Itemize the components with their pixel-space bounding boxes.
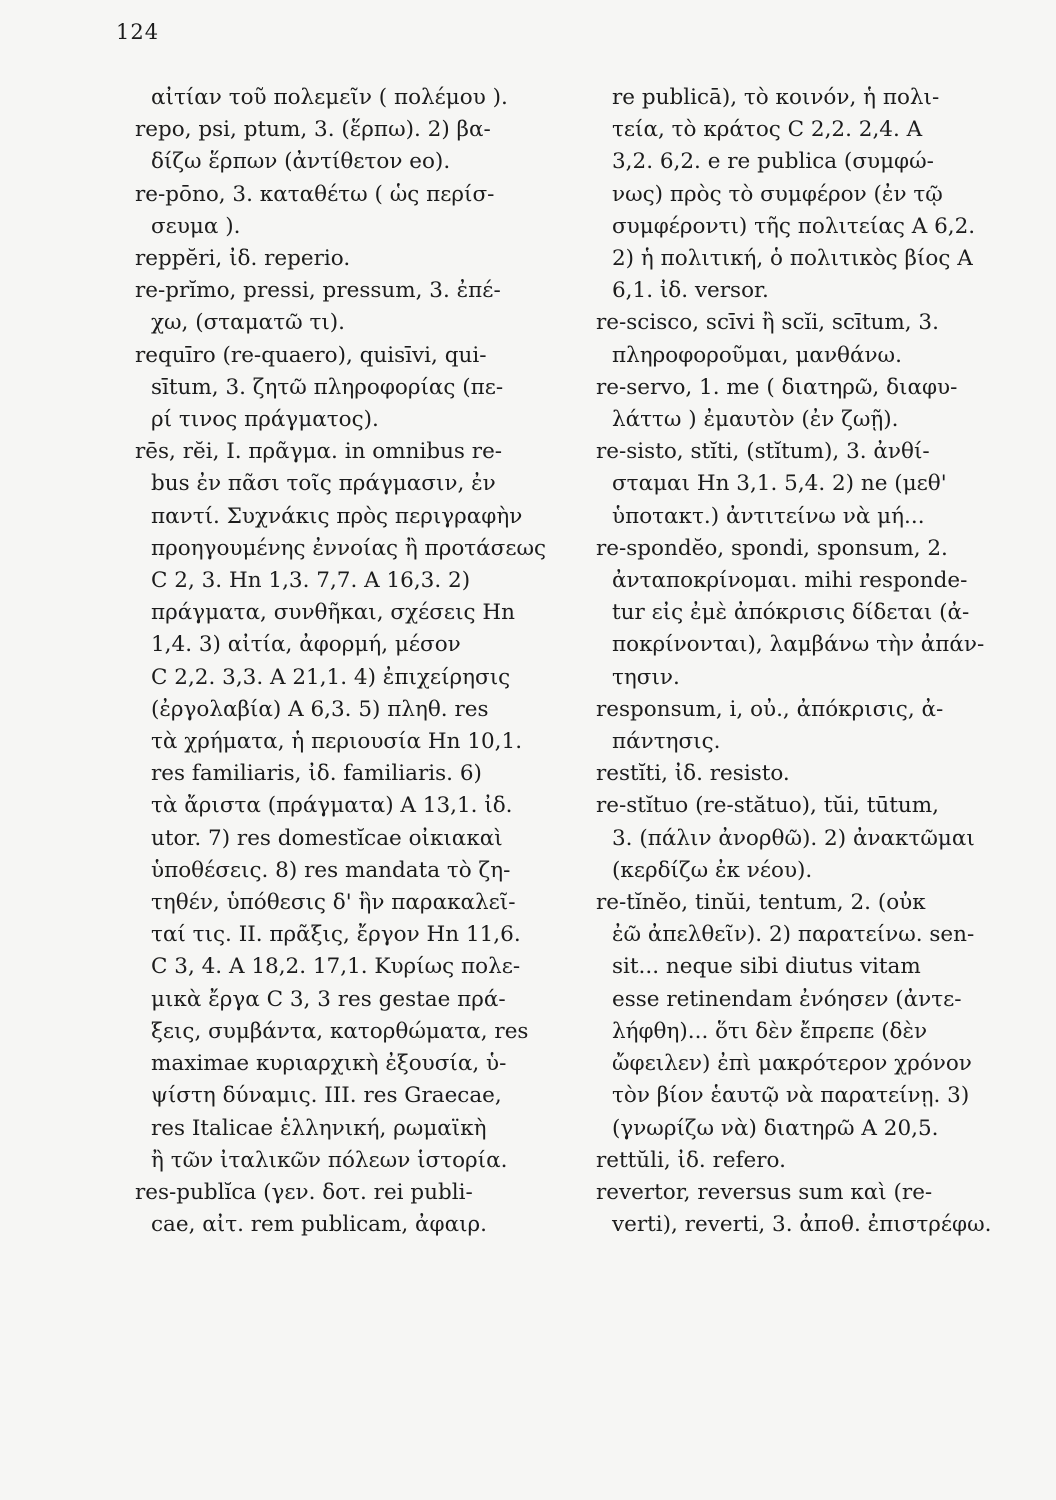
dictionary-line: ἀνταποκρίνομαι. mihi responde- bbox=[612, 568, 968, 594]
dictionary-line: μικὰ ἔργα C 3, 3 res gestae πρά- bbox=[151, 986, 506, 1012]
dictionary-line: (κερδίζω ἐκ νέου). bbox=[612, 857, 813, 883]
dictionary-line: re publicā), τὸ κοινόν, ἡ πολι- bbox=[612, 85, 940, 110]
dictionary-line: re-spondĕo, spondi, sponsum, 2. bbox=[596, 535, 948, 561]
dictionary-line: res-publĭca (γεν. δοτ. rei publi- bbox=[135, 1179, 473, 1205]
dictionary-line: τὰ χρήματα, ἡ περιουσία Hn 10,1. bbox=[151, 729, 523, 755]
dictionary-line: ξεις, συμβάντα, κατορθώματα, res bbox=[151, 1018, 529, 1044]
dictionary-line: revertor, reversus sum καὶ (re- bbox=[596, 1179, 933, 1205]
right-column bbox=[596, 82, 1036, 1241]
dictionary-line: ποκρίνονται), λαμβάνω τὴν ἀπάν- bbox=[612, 632, 985, 658]
dictionary-line: sītum, 3. ζητῶ πληροφορίας (πε- bbox=[151, 374, 504, 400]
dictionary-line: παντί. Συχνάκις πρὸς περιγραφὴν bbox=[151, 503, 523, 529]
dictionary-line: sit... neque sibi diutus vitam bbox=[612, 954, 921, 980]
dictionary-line: re-sisto, stĭti, (stĭtum), 3. ἀνθί- bbox=[596, 439, 930, 465]
dictionary-line: πληροφοροῦμαι, μανθάνω. bbox=[612, 342, 902, 368]
dictionary-line: νως) πρὸς τὸ συμφέρον (ἐν τῷ bbox=[612, 181, 943, 207]
left-column bbox=[135, 82, 575, 1241]
dictionary-line: ἐῶ ἀπελθεῖν). 2) παρατείνω. sen- bbox=[612, 922, 975, 948]
dictionary-line: πάντησις. bbox=[612, 729, 721, 755]
dictionary-line: reppĕri, ἰδ. reperio. bbox=[135, 246, 351, 272]
dictionary-line: ψίστη δύναμις. III. res Graecae, bbox=[151, 1083, 502, 1109]
dictionary-line: σευμα ). bbox=[151, 213, 241, 239]
dictionary-line: ρί τινος πράγματος). bbox=[151, 407, 379, 433]
dictionary-line: C 3, 4. A 18,2. 17,1. Κυρίως πολε- bbox=[151, 954, 521, 980]
dictionary-line: restĭti, ἰδ. resisto. bbox=[596, 761, 790, 787]
dictionary-line: τὸν βίον ἑαυτῷ νὰ παρατείνῃ. 3) bbox=[612, 1083, 970, 1109]
dictionary-line: λήφθη)... ὅτι δὲν ἔπρεπε (δὲν bbox=[612, 1018, 928, 1044]
dictionary-line: χω, (σταματῶ τι). bbox=[151, 310, 346, 336]
dictionary-line: verti), reverti, 3. ἀποθ. ἐπιστρέφω. bbox=[612, 1212, 992, 1238]
dictionary-line: re-pōno, 3. καταθέτω ( ὡς περίσ- bbox=[135, 181, 495, 207]
dictionary-line: (ἐργολαβία) A 6,3. 5) πληθ. res bbox=[151, 696, 489, 722]
dictionary-line: 6,1. ἰδ. versor. bbox=[612, 278, 769, 304]
dictionary-line: esse retinendam ἐνόησεν (ἀντε- bbox=[612, 986, 962, 1012]
dictionary-line: 1,4. 3) αἰτία, ἀφορμή, μέσον bbox=[151, 632, 461, 658]
dictionary-line: λάττω ) ἐμαυτὸν (ἐν ζωῇ). bbox=[612, 407, 899, 433]
dictionary-line: 3,2. 6,2. e re publica (συμφώ- bbox=[612, 149, 934, 175]
page-number: 124 bbox=[116, 20, 160, 44]
dictionary-line: maximae κυριαρχικὴ ἐξουσία, ὑ- bbox=[151, 1051, 507, 1077]
dictionary-line: ὑποτακτ.) ἀντιτείνω νὰ μή... bbox=[612, 503, 925, 529]
dictionary-line: res familiaris, ἰδ. familiaris. 6) bbox=[151, 761, 482, 787]
dictionary-line: αἰτίαν τοῦ πολεμεῖν ( πολέμου ). bbox=[151, 85, 508, 110]
dictionary-line: requīro (re-quaero), quisīvi, qui- bbox=[135, 342, 487, 368]
dictionary-line: 3. (πάλιν ἀνορθῶ). 2) ἀνακτῶμαι bbox=[612, 825, 975, 851]
dictionary-line: utor. 7) res domestĭcae οἰκιακαὶ bbox=[151, 825, 503, 851]
dictionary-line: re-stĭtuo (re-stătuo), tŭi, tūtum, bbox=[596, 793, 939, 819]
dictionary-line: ταί τις. II. πρᾶξις, ἔργον Hn 11,6. bbox=[151, 922, 521, 948]
dictionary-line: rēs, rĕi, I. πρᾶγμα. in omnibus re- bbox=[135, 439, 503, 465]
dictionary-line: rettŭli, ἰδ. refero. bbox=[596, 1147, 786, 1173]
dictionary-line: τησιν. bbox=[612, 664, 680, 690]
dictionary-line: πράγματα, συνθῆκαι, σχέσεις Hn bbox=[151, 600, 515, 626]
dictionary-line: res Italicae ἑλληνική, ρωμαϊκὴ bbox=[151, 1115, 487, 1141]
dictionary-line: re-servo, 1. me ( διατηρῶ, διαφυ- bbox=[596, 374, 958, 400]
dictionary-line: repo, psi, ptum, 3. (ἕρπω). 2) βα- bbox=[135, 117, 491, 143]
dictionary-line: re-scisco, scīvi ἢ scĭi, scītum, 3. bbox=[596, 310, 939, 336]
dictionary-line: re-prĭmo, pressi, pressum, 3. ἐπέ- bbox=[135, 278, 501, 304]
dictionary-line: δίζω ἕρπων (ἀντίθετον eo). bbox=[151, 149, 451, 175]
dictionary-line: C 2, 3. Hn 1,3. 7,7. A 16,3. 2) bbox=[151, 568, 471, 594]
dictionary-line: responsum, i, οὐ., ἀπόκρισις, ἀ- bbox=[596, 696, 944, 722]
dictionary-line: tur εἰς ἐμὲ ἀπόκρισις δίδεται (ἀ- bbox=[612, 600, 970, 626]
dictionary-line: re-tĭnĕo, tinŭi, tentum, 2. (οὐκ bbox=[596, 890, 926, 916]
dictionary-line: σταμαι Hn 3,1. 5,4. 2) ne (μεθ' bbox=[612, 471, 947, 497]
dictionary-line: ὤφειλεν) ἐπὶ μακρότερον χρόνον bbox=[612, 1051, 972, 1077]
dictionary-line: cae, αἰτ. rem publicam, ἀφαιρ. bbox=[151, 1212, 488, 1238]
dictionary-line: (γνωρίζω νὰ) διατηρῶ A 20,5. bbox=[612, 1115, 939, 1141]
dictionary-line: ἢ τῶν ἰταλικῶν πόλεων ἱστορία. bbox=[151, 1147, 508, 1173]
dictionary-line: τὰ ἄριστα (πράγματα) A 13,1. ἰδ. bbox=[151, 793, 513, 819]
dictionary-line: ὑποθέσεις. 8) res mandata τὸ ζη- bbox=[151, 857, 511, 883]
dictionary-line: bus ἐν πᾶσι τοῖς πράγμασιν, ἐν bbox=[151, 471, 496, 497]
dictionary-line: τεία, τὸ κράτος C 2,2. 2,4. A bbox=[612, 117, 923, 143]
dictionary-line: προηγουμένης ἐννοίας ἢ προτάσεως bbox=[151, 535, 547, 561]
dictionary-line: C 2,2. 3,3. A 21,1. 4) ἐπιχείρησις bbox=[151, 664, 511, 690]
dictionary-line: 2) ἡ πολιτική, ὁ πολιτικὸς βίος A bbox=[612, 246, 973, 272]
dictionary-line: τηθέν, ὑπόθεσις δ' ἣν παρακαλεῖ- bbox=[151, 890, 516, 916]
dictionary-line: συμφέροντι) τῆς πολιτείας A 6,2. bbox=[612, 213, 976, 239]
